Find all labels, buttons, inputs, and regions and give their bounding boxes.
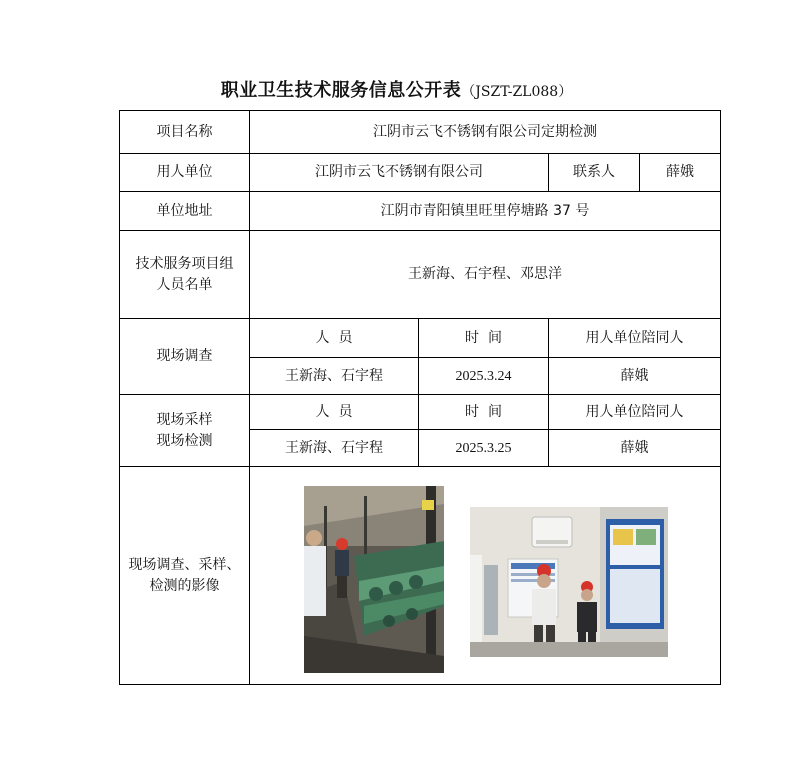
photos-label-line2: 检测的影像: [149, 577, 220, 594]
title-text: 职业卫生技术服务信息公开表: [220, 80, 462, 101]
survey-col-time: 时 间: [419, 319, 549, 358]
row-photos: [120, 467, 721, 685]
survey-time: 2025.3.24: [419, 358, 549, 395]
project-name-label: 项目名称: [120, 111, 250, 154]
team-label: [120, 231, 250, 319]
team-label-line1: 技术服务项目组: [135, 255, 234, 272]
contact-value: 薛娥: [640, 154, 721, 192]
row-employer: [120, 154, 721, 192]
survey-label: 现场调查: [120, 319, 250, 395]
photo-area: [250, 468, 720, 684]
sampling-escort: 薛娥: [549, 430, 721, 467]
info-table: [119, 110, 721, 685]
contact-label: 联系人: [549, 154, 640, 192]
row-team: [120, 231, 721, 319]
photos-label-line1: 现场调查、采样、: [128, 556, 241, 573]
row-address: [120, 192, 721, 231]
photos-label: [120, 467, 250, 685]
row-project: [120, 111, 721, 154]
site-photo-factory: [304, 486, 444, 673]
sampling-col-time: 时 间: [419, 395, 549, 430]
sampling-label-line2: 现场检测: [156, 432, 213, 449]
site-photo-office: [470, 507, 668, 657]
document-code: （JSZT-ZL088）: [461, 84, 573, 100]
sampling-label: [120, 395, 250, 467]
row-sampling-header: [120, 395, 721, 430]
row-survey-header: [120, 319, 721, 358]
team-label-line2: 人员名单: [156, 276, 213, 293]
survey-staff: 王新海、石宇程: [250, 358, 419, 395]
survey-escort: 薛娥: [549, 358, 721, 395]
document-title: [0, 76, 793, 102]
photos-cell: [250, 467, 721, 685]
employer-label: 用人单位: [120, 154, 250, 192]
sampling-col-staff: 人 员: [250, 395, 419, 430]
sampling-col-escort: 用人单位陪同人: [549, 395, 721, 430]
project-name-value: 江阴市云飞不锈钢有限公司定期检测: [250, 111, 721, 154]
employer-value: 江阴市云飞不锈钢有限公司: [250, 154, 549, 192]
sampling-staff: 王新海、石宇程: [250, 430, 419, 467]
team-value: 王新海、石宇程、邓思洋: [250, 231, 721, 319]
survey-col-escort: 用人单位陪同人: [549, 319, 721, 358]
sampling-label-line1: 现场采样: [156, 411, 213, 428]
survey-col-staff: 人 员: [250, 319, 419, 358]
address-label: 单位地址: [120, 192, 250, 231]
sampling-time: 2025.3.25: [419, 430, 549, 467]
address-value: 江阴市青阳镇里旺里停塘路 37 号: [250, 192, 721, 231]
